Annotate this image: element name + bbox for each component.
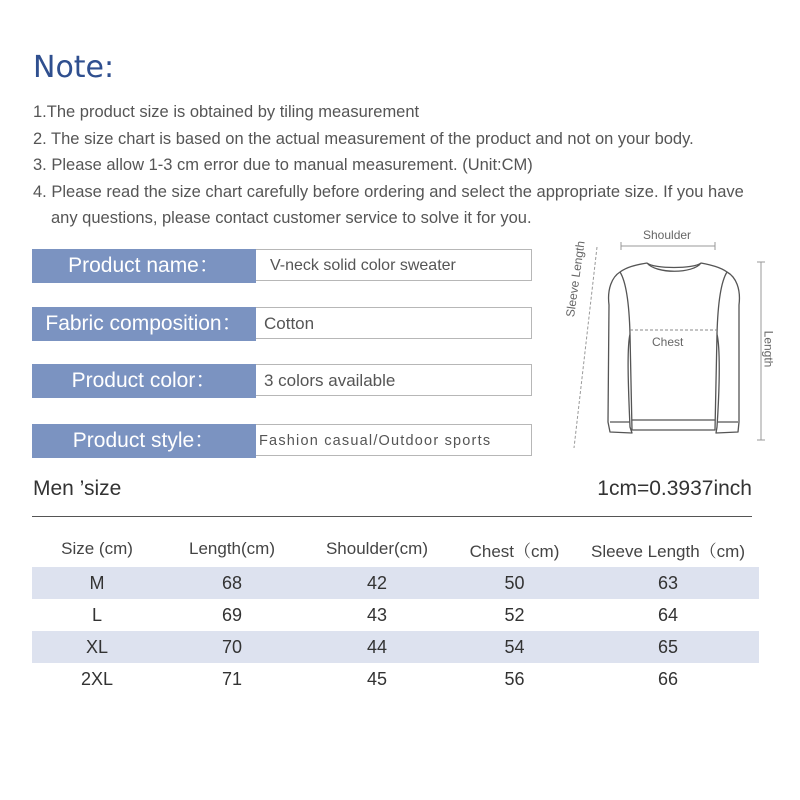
header-length: Length(cm) bbox=[189, 539, 275, 558]
cell-length: 68 bbox=[162, 567, 302, 599]
header-chest: Chest（cm) bbox=[469, 541, 560, 561]
cell-shoulder: 45 bbox=[366, 668, 388, 689]
info-label-fabric: Fabric composition： bbox=[32, 307, 256, 341]
header-sleeve-length: Sleeve Length（cm) bbox=[590, 541, 746, 561]
info-label-color: Product color： bbox=[32, 364, 256, 398]
length-label: Length bbox=[761, 330, 776, 368]
note-line-4: 4. Please read the size chart carefully before ordering and select the appropriate size. If you have bbox=[33, 182, 744, 201]
size-table bbox=[32, 531, 759, 695]
cell-length: 69 bbox=[221, 604, 243, 625]
cell-chest: 56 bbox=[504, 668, 525, 689]
info-value-fabric: Cotton bbox=[256, 307, 532, 339]
note-line-2: 2. The size chart is based on the actual measurement of the product and not on your body. bbox=[33, 129, 694, 148]
info-row-fabric bbox=[32, 307, 534, 341]
table-row bbox=[32, 663, 759, 695]
info-value-product-name: V-neck solid color sweater bbox=[256, 249, 532, 281]
note-line-3: 3. Please allow 1-3 cm error due to manual measurement. (Unit:CM) bbox=[33, 156, 533, 174]
info-row-style bbox=[32, 424, 534, 458]
info-row-product-name bbox=[32, 249, 534, 283]
table-row bbox=[32, 631, 759, 663]
cell-shoulder: 44 bbox=[302, 631, 452, 663]
info-label-style: Product style： bbox=[32, 424, 256, 458]
info-value-style: Fashion casual/Outdoor sports bbox=[256, 424, 532, 456]
cell-size: XL bbox=[32, 631, 162, 663]
cell-sleeve-length: 66 bbox=[657, 668, 679, 689]
chest-label: Chest bbox=[652, 335, 684, 349]
size-section-title: Men ’size bbox=[33, 477, 122, 500]
cell-size: L bbox=[91, 604, 102, 625]
cell-chest: 52 bbox=[504, 604, 525, 625]
note-line-1: 1.The product size is obtained by tiling measurement bbox=[33, 103, 420, 121]
table-header-row bbox=[32, 531, 759, 567]
cell-length: 71 bbox=[221, 668, 243, 689]
cell-shoulder: 43 bbox=[366, 604, 388, 625]
sleeve-length-label: Sleeve Length bbox=[563, 240, 588, 318]
cell-sleeve-length: 64 bbox=[657, 604, 679, 625]
divider bbox=[32, 516, 752, 517]
cell-sleeve-length: 63 bbox=[577, 567, 759, 599]
unit-conversion: 1cm=0.3937inch bbox=[597, 477, 752, 500]
info-row-color bbox=[32, 364, 534, 398]
note-list bbox=[33, 99, 783, 232]
cell-size: M bbox=[32, 567, 162, 599]
cell-sleeve-length: 65 bbox=[577, 631, 759, 663]
cell-size: 2XL bbox=[80, 668, 114, 689]
info-value-color: 3 colors available bbox=[256, 364, 532, 396]
cell-chest: 50 bbox=[452, 567, 577, 599]
table-row bbox=[32, 567, 759, 599]
table-row bbox=[32, 599, 759, 631]
note-line-4-continued: any questions, please contact customer service to solve it for you. bbox=[51, 209, 532, 227]
note-title: Note: bbox=[33, 50, 115, 85]
sweater-diagram bbox=[550, 222, 785, 467]
shoulder-label: Shoulder bbox=[643, 228, 692, 242]
cell-shoulder: 42 bbox=[302, 567, 452, 599]
cell-length: 70 bbox=[162, 631, 302, 663]
cell-chest: 54 bbox=[452, 631, 577, 663]
header-size: Size (cm) bbox=[61, 539, 133, 558]
info-label-product-name: Product name： bbox=[32, 249, 256, 283]
header-shoulder: Shoulder(cm) bbox=[325, 539, 429, 558]
